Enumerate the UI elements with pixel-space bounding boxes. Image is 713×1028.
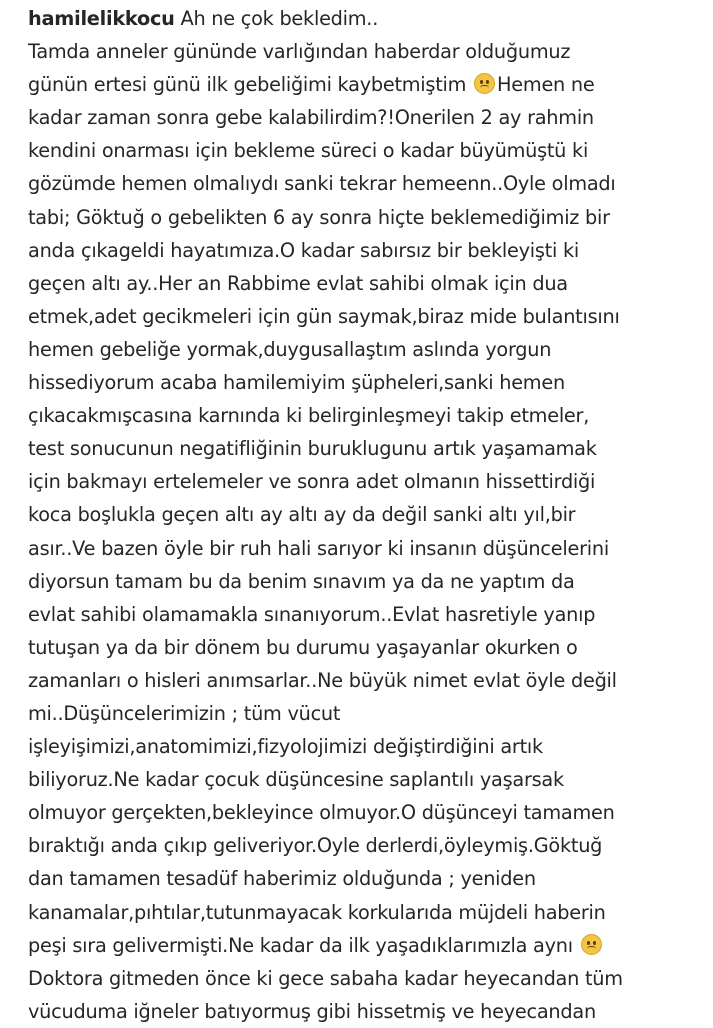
- caption-line: anda çıkageldi hayatımıza.O kadar sabırsız bir bekleyişti ki: [28, 238, 580, 262]
- caption-text: Hemen ne: [497, 73, 595, 97]
- caption-line: Tamda anneler gününde varlığından haberdar olduğumuz: [28, 40, 571, 64]
- sad-face-icon: [581, 934, 602, 955]
- caption-line: Doktora gitmeden önce ki gece sabaha kadar heyecandan tüm: [28, 966, 623, 990]
- caption-line: çıkacakmışcasına karnında ki belirginleşmeyi takip etmeler,: [28, 404, 590, 428]
- post-caption: [28, 2, 708, 1028]
- caption-line: kanamalar,pıhtılar,tutunmayacak korkularıda müjdeli haberin: [28, 900, 606, 924]
- caption-line: diyorsun tamam bu da benim sınavım ya da ne yaptım da: [28, 569, 575, 593]
- caption-line: dan tamamen tesadüf haberimiz olduğunda ; yeniden: [28, 867, 536, 891]
- caption-line: koca boşlukla geçen altı ay altı ay da değil sanki altı yıl,bir: [28, 503, 576, 527]
- sad-face-icon: [474, 73, 495, 94]
- caption-line: [28, 2, 708, 35]
- username-link[interactable]: hamilelikkocu: [28, 7, 175, 30]
- caption-line: [28, 929, 708, 962]
- caption-line: tabi; Göktuğ o gebelikten 6 ay sonra hiçte beklemediğimiz bir: [28, 205, 610, 229]
- caption-line: hissediyorum acaba hamilemiyim şüpheleri,sanki hemen: [28, 371, 565, 395]
- caption-line: etmek,adet gecikmeleri için gün saymak,biraz mide bulantısını: [28, 304, 620, 328]
- caption-line: test sonucunun negatifliğinin buruklugunu artık yaşamamak: [28, 437, 597, 461]
- caption-line: vücuduma iğneler batıyormuş gibi hissetmiş ve heyecandan: [28, 999, 596, 1023]
- caption-line: gözümde hemen olmalıydı sanki tekrar hemeenn..Oyle olmadı: [28, 172, 616, 196]
- caption-line: tutuşan ya da bir dönem bu durumu yaşayanlar okurken o: [28, 635, 578, 659]
- caption-line: kendini onarması için bekleme süreci o kadar büyümüştü ki: [28, 139, 589, 163]
- caption-line: hemen gebeliğe yormak,duygusallaştım aslında yorgun: [28, 337, 552, 361]
- caption-line: zamanları o hisleri anımsarlar..Ne büyük nimet evlat öyle değil: [28, 668, 617, 692]
- caption-line: [28, 68, 708, 101]
- caption-line: biliyoruz.Ne kadar çocuk düşüncesine saplantılı yaşarsak: [28, 768, 564, 792]
- caption-line: bıraktığı anda çıkıp geliveriyor.Oyle derlerdi,öyleymiş.Göktuğ: [28, 834, 603, 858]
- caption-line: mi..Düşüncelerimizin ; tüm vücut: [28, 701, 341, 725]
- caption-text: peşi sıra gelivermişti.Ne kadar da ilk yaşadıklarımızla aynı: [28, 933, 579, 957]
- caption-line: geçen altı ay..Her an Rabbime evlat sahibi olmak için dua: [28, 271, 568, 295]
- caption-line: işleyişimizi,anatomimizi,fizyolojimizi değiştirdiğini artık: [28, 735, 543, 759]
- caption-line: asır..Ve bazen öyle bir ruh hali sarıyor ki insanın düşüncelerini: [28, 536, 609, 560]
- caption-line: için bakmayı ertelemeler ve sonra adet olmanın hissettirdiği: [28, 470, 596, 494]
- caption-line: olmuyor gerçekten,bekleyince olmuyor.O düşünceyi tamamen: [28, 801, 615, 825]
- caption-line: kadar zaman sonra gebe kalabilirdim?!Onerilen 2 ay rahmin: [28, 106, 594, 130]
- caption-text: günün ertesi günü ilk gebeliğimi kaybetmiştim: [28, 73, 473, 97]
- caption-line: evlat sahibi olamamakla sınanıyorum..Evlat hasretiyle yanıp: [28, 602, 596, 626]
- caption-text: Ah ne çok bekledim..: [174, 7, 379, 30]
